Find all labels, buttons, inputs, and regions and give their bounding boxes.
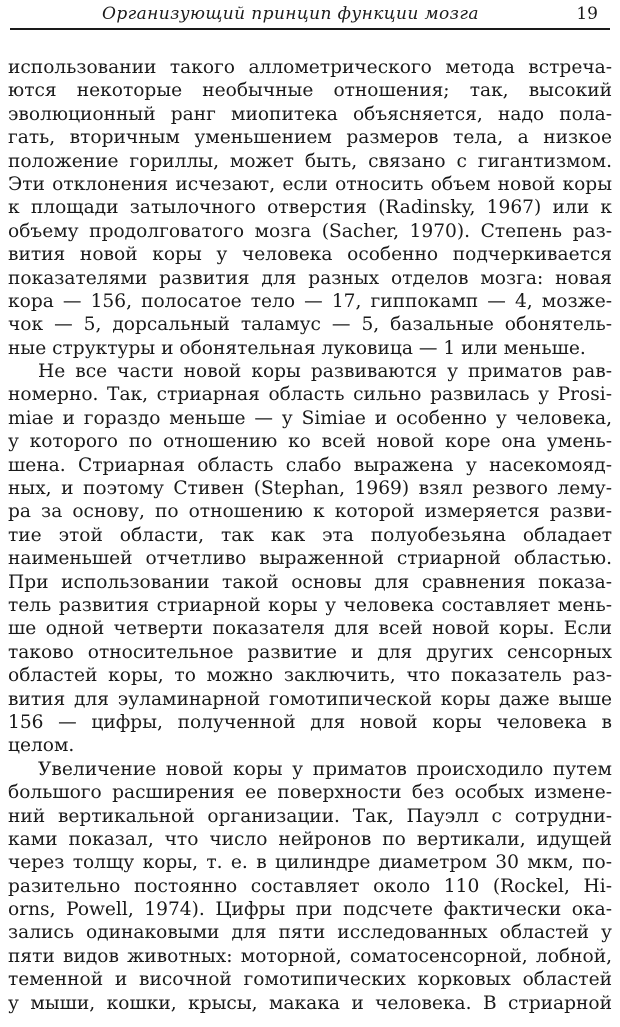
text-line: ются некоторые необычные отношения; так, высокий	[8, 80, 612, 102]
text-line: miae и гораздо меньше — у Simiae и особенно у человека,	[8, 407, 612, 429]
text-line: пяти видов животных: моторной, соматосенсорной, лобной,	[8, 945, 612, 967]
text-line: целом.	[8, 735, 75, 757]
text-line: Увеличение новой коры у приматов происходило путем	[38, 758, 612, 780]
running-head	[10, 2, 610, 30]
text-line: положение гориллы, может быть, связано с гигантизмом.	[8, 150, 612, 172]
text-line: использовании такого аллометрического метода встреча-	[8, 57, 612, 78]
text-line: Эти отклонения исчезают, если относить объем новой коры	[8, 173, 612, 195]
text-line: 156 — цифры, полученной для новой коры человека в	[8, 711, 612, 733]
text-line: показателями развития для разных отделов мозга: новая	[8, 267, 612, 289]
text-line: ше одной четверти показателя для всей новой коры. Если	[8, 618, 612, 640]
text-line: эволюционный ранг миопитека объясняется, надо пола-	[8, 103, 612, 125]
text-line: тель развития стриарной коры у человека составляет мень-	[8, 594, 612, 616]
text-line: теменной и височной гомотипических корковых областей	[8, 969, 612, 991]
text-line: чок — 5, дорсальный таламус — 5, базальные обонятель-	[8, 314, 612, 336]
text-line: к площади затылочного отверстия (Radinsky, 1967) или к	[8, 197, 612, 219]
text-line: ных, и поэтому Стивен (Stephan, 1969) взял резвого лему-	[8, 478, 612, 500]
running-title: Организующий принцип функции мозга	[102, 4, 479, 24]
text-line: ний вертикальной организации. Так, Пауэлл с сотрудни-	[8, 805, 612, 827]
text-line: наименьшей отчетливо выраженной стриарной областью.	[8, 548, 612, 570]
text-line: у мыши, кошки, крысы, макака и человека. В стриарной	[8, 992, 612, 1014]
text-line: кора — 156, полосатое тело — 17, гиппокамп — 4, мозже-	[8, 290, 612, 312]
text-line: тие этой области, так как эта полуобезьяна обладает	[8, 524, 612, 546]
text-line: через толщу коры, т. е. в цилиндре диаметром 30 мкм, по-	[8, 852, 612, 874]
text-line: гать, вторичным уменьшением размеров тела, а низкое	[8, 127, 612, 149]
text-line: большого расширения ее поверхности без особых измене-	[8, 782, 612, 804]
text-line: orns, Powell, 1974). Цифры при подсчете фактически ока-	[8, 899, 612, 921]
text-line: При использовании такой основы для сравнения показа-	[8, 571, 612, 593]
text-line: номерно. Так, стриарная область сильно развилась у Prosi-	[8, 384, 612, 406]
text-line: объему продолговатого мозга (Sacher, 1970). Степень раз-	[8, 220, 612, 242]
text-line: таково относительное развитие и для других сенсорных	[8, 641, 612, 663]
text-line: областей коры, то можно заключить, что показатель раз-	[8, 665, 612, 687]
text-line: шена. Стриарная область слабо выражена у насекомояд-	[8, 454, 612, 476]
text-line: вития для эуламинарной гомотипической коры даже выше	[8, 688, 612, 710]
text-line: зались одинаковыми для пяти исследованных областей у	[8, 922, 612, 944]
body-text	[8, 56, 612, 1015]
text-line: ные структуры и обонятельная луковица — 1 или меньше.	[8, 337, 586, 359]
text-line: ками показал, что число нейронов по вертикали, идущей	[8, 828, 612, 850]
page-number: 19	[576, 4, 598, 24]
text-line: Не все части новой коры развиваются у приматов рав-	[38, 361, 612, 383]
text-line: разительно постоянно составляет около 110 (Rockel, Hi-	[8, 875, 612, 897]
text-line: вития новой коры у человека особенно подчеркивается	[8, 244, 612, 266]
text-line: ра за основу, по отношению к которой измеряется разви-	[8, 501, 612, 523]
text-line: у которого по отношению ко всей новой коре она умень-	[8, 431, 612, 453]
